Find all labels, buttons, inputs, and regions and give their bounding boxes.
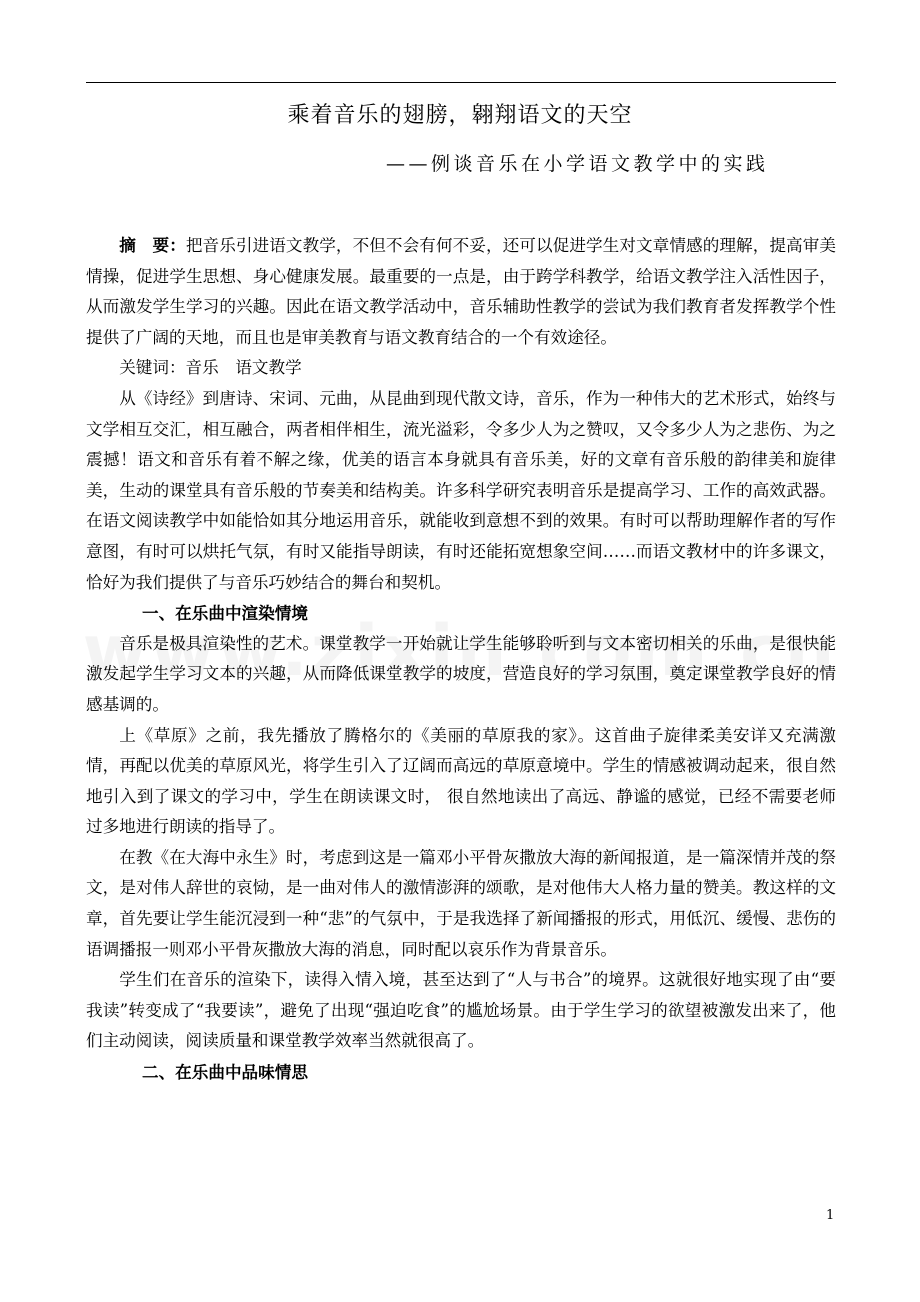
article-subtitle: ——例谈音乐在小学语文教学中的实践 [386, 153, 769, 175]
section-1-paragraph-3: 在教《在大海中永生》时，考虑到这是一篇邓小平骨灰撒放大海的新闻报道，是一篇深情并茂的祭文，是对伟人辞世的哀恸，是一曲对伟人的激情澎湃的颂歌，是对他伟大人格力量的赞美。教这样的文章，首先要让学生能沉浸到一种“悲”的气氛中，于是我选择了新闻播报的形式，用低沉、缓慢、悲伤的语调播报一则邓小平骨灰撒放大海的消息，同时配以哀乐作为背景音乐。 [86, 847, 836, 959]
article-title: 乘着音乐的翅膀，翱翔语文的天空 [287, 103, 633, 128]
section-1-paragraph-1: 音乐是极具渲染性的艺术。课堂教学一开始就让学生能够聆听到与文本密切相关的乐曲，是很快能激发起学生学习文本的兴趣，从而降低课堂教学的坡度，营造良好的学习氛围，奠定课堂教学良好的情感基调的。 [86, 633, 836, 714]
article-body [86, 230, 836, 1088]
abstract-paragraph [86, 230, 836, 353]
section-1-paragraph-4: 学生们在音乐的渲染下，读得入情入境，甚至达到了“人与书合”的境界。这就很好地实现了由“要我读”转变成了“我要读”，避免了出现“强迫吃食”的尴尬场景。由于学生学习的欲望被激发出来了，他们主动阅读，阅读质量和课堂教学效率当然就很高了。 [86, 970, 836, 1051]
page-number: 1 [826, 1208, 835, 1223]
header-rule [86, 82, 836, 83]
section-1-heading: 一、在乐曲中渲染情境 [142, 603, 308, 624]
abstract-label: 摘 要： [119, 235, 186, 255]
section-1-paragraph-2: 上《草原》之前，我先播放了腾格尔的《美丽的草原我的家》。这首曲子旋律柔美安详又充满激情，再配以优美的草原风光，将学生引入了辽阔而高远的草原意境中。学生的情感被调动起来，很自然地引入到了课文的学习中，学生在朗读课文时， 很自然地读出了高远、静谧的感觉，已经不需要老师过多地进行朗读的指导了。 [86, 725, 836, 837]
keywords-line: 关键词：音乐 语文教学 [119, 358, 302, 378]
section-2-heading: 二、在乐曲中品味情思 [142, 1062, 308, 1083]
intro-paragraph: 从《诗经》到唐诗、宋词、元曲，从昆曲到现代散文诗，音乐，作为一种伟大的艺术形式，始终与文学相互交汇，相互融合，两者相伴相生，流光溢彩，令多少人为之赞叹，又令多少人为之悲伤、为之震撼！语文和音乐有着不解之缘，优美的语言本身就具有音乐美，好的文章有音乐般的韵律美和旋律美，生动的课堂具有音乐般的节奏美和结构美。许多科学研究表明音乐是提高学习、工作的高效武器。在语文阅读教学中如能恰如其分地运用音乐，就能收到意想不到的效果。有时可以帮助理解作者的写作意图，有时可以烘托气氛，有时又能指导朗读，有时还能拓宽想象空间……而语文教材中的许多课文，恰好为我们提供了与音乐巧妙结合的舞台和契机。 [86, 388, 836, 592]
abstract-text: 把音乐引进语文教学，不但不会有何不妥，还可以促进学生对文章情感的理解，提高审美情操，促进学生思想、身心健康发展。最重要的一点是，由于跨学科教学，给语文教学注入活性因子，从而激发学生学习的兴趣。因此在语文教学活动中，音乐辅助性教学的尝试为我们教育者发挥教学个性提供了广阔的天地，而且也是审美教育与语文教育结合的一个有效途径。 [86, 236, 836, 347]
